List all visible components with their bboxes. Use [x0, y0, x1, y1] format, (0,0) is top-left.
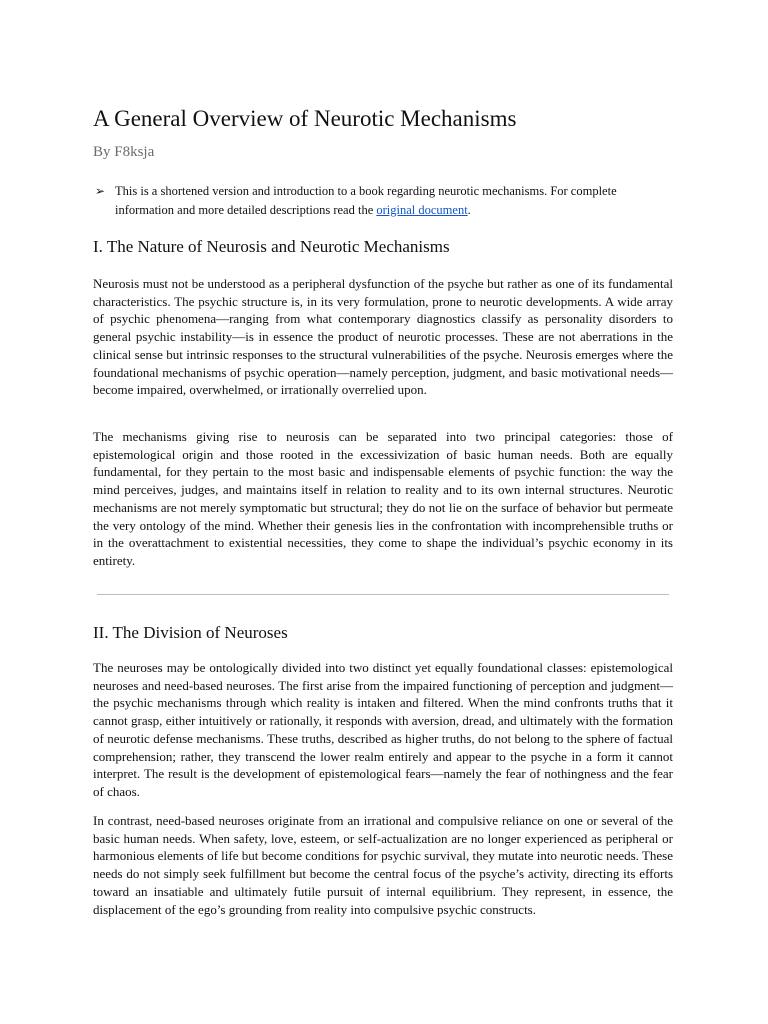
section-2-paragraph-2: In contrast, need-based neuroses originate from an irrational and compulsive reliance on one or several of the basic human needs. When safety, love, esteem, or self-actualization are no longer experienced as peripheral or harmonious elements of life but become conditions for psychic survival, they mutate into neurotic needs. These needs do not simply seek fulfillment but become the central focus of the psyche’s activity, directing its efforts toward an insatiable and ultimately futile pursuit of internal equilibrium. They represent, in essence, the displacement of the ego’s grounding from reality into compulsive psychic constructs.	[93, 813, 673, 917]
section-divider	[97, 594, 669, 595]
arrow-bullet-icon: ➢	[95, 184, 106, 198]
section-2-paragraph-1: The neuroses may be ontologically divided into two distinct yet equally foundational classes: epistemological neuroses and need-based neuroses. The first arise from the impaired functioning of perception and judgment—the psychic mechanisms through which reality is intaken and filtered. When the mind confronts truths that it cannot grasp, either intuitively or rationally, it responds with aversion, dread, and ultimately with the formation of neurotic defense mechanisms. These truths, described as higher truths, do not belong to the sphere of factual comprehension; rather, they transcend the lower realm entirely and appear to the psyche in a form it cannot interpret. The result is the development of epistemological fears—namely the fear of nothingness and the fear of chaos.	[93, 660, 673, 799]
intro-note-text-after: .	[467, 202, 471, 217]
intro-note	[95, 182, 675, 219]
document-title: A General Overview of Neurotic Mechanisms	[93, 106, 517, 131]
intro-note-text	[115, 182, 675, 219]
section-2-heading: II. The Division of Neuroses	[93, 623, 288, 642]
author-byline: By F8ksja	[93, 144, 155, 160]
intro-note-text-before: This is a shortened version and introduction to a book regarding neurotic mechanisms. For complete information and more detailed descriptions read the	[115, 184, 617, 217]
original-document-link[interactable]: original document	[376, 202, 468, 217]
section-1-paragraph-2: The mechanisms giving rise to neurosis can be separated into two principal categories: those of epistemological origin and those rooted in the excessivization of basic human needs. Both are equally fundamental, for they pertain to the most basic and indispensable elements of psychic function: the way the mind perceives, judges, and maintains itself in relation to reality and to its own internal structures. Neurotic mechanisms are not merely symptomatic but structural; they do not lie on the surface of behavior but permeate the very ontology of the mind. Whether their genesis lies in the confrontation with incomprehensible truths or in the overattachment to existential necessities, they come to shape the individual’s psychic economy in its entirety.	[93, 429, 673, 568]
section-1-paragraph-1: Neurosis must not be understood as a peripheral dysfunction of the psyche but rather as one of its fundamental characteristics. The psychic structure is, in its very formulation, prone to neurotic developments. A wide array of psychic phenomena—ranging from what contemporary diagnostics classify as personality disorders to general psychic instability—is in essence the product of neurotic processes. These are not aberrations in the clinical sense but intrinsic responses to the structural vulnerabilities of the psyche. Neurosis emerges where the foundational mechanisms of psychic operation—namely perception, judgment, and basic motivational needs—become impaired, overwhelmed, or irrationally overrelied upon.	[93, 276, 673, 398]
section-1-heading: I. The Nature of Neurosis and Neurotic Mechanisms	[93, 237, 450, 256]
